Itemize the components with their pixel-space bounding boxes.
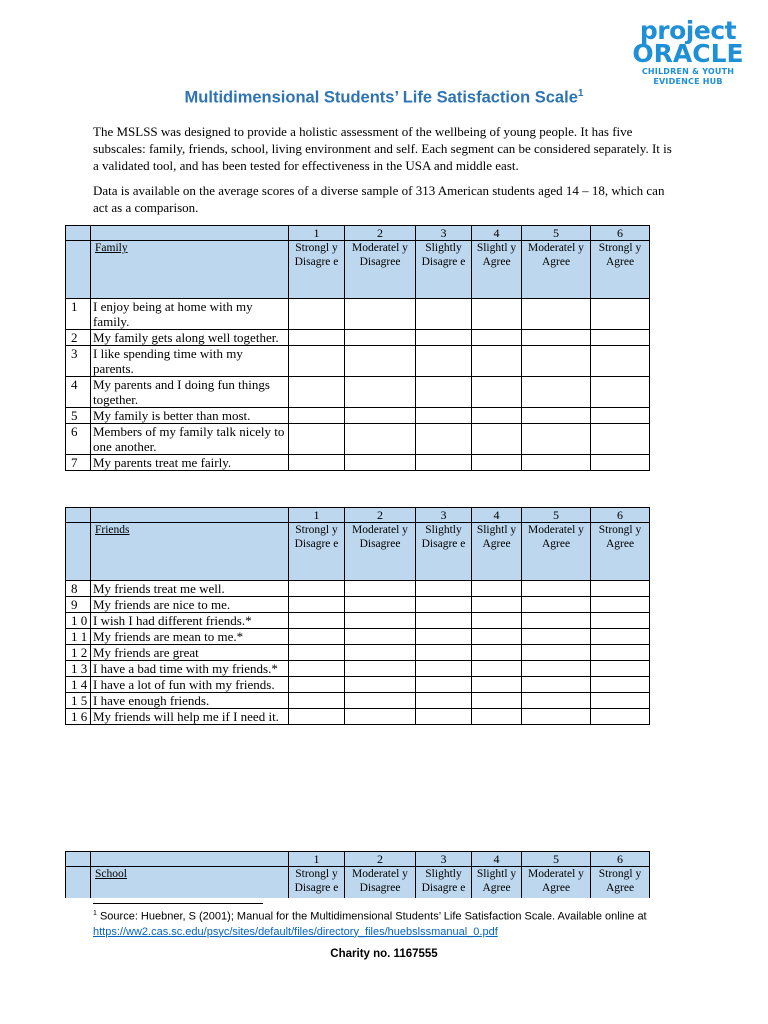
response-cell[interactable] bbox=[416, 645, 472, 661]
scale-option: Moderatel y Disagree bbox=[345, 523, 416, 581]
scale-number: 1 bbox=[289, 852, 345, 867]
response-cell[interactable] bbox=[416, 693, 472, 709]
response-cell[interactable] bbox=[522, 330, 591, 346]
response-cell[interactable] bbox=[345, 455, 416, 471]
response-cell[interactable] bbox=[522, 408, 591, 424]
scale-number: 4 bbox=[472, 508, 522, 523]
scale-number: 6 bbox=[591, 852, 650, 867]
response-cell[interactable] bbox=[289, 613, 345, 629]
table-row bbox=[66, 408, 650, 424]
item-number: 1 4 bbox=[66, 677, 91, 693]
scale-number-row bbox=[66, 852, 650, 867]
item-statement: My parents treat me fairly. bbox=[91, 455, 289, 471]
scale-number: 4 bbox=[472, 852, 522, 867]
scale-option: Moderatel y Disagree bbox=[345, 241, 416, 299]
friends-items bbox=[66, 581, 650, 725]
response-cell[interactable] bbox=[345, 645, 416, 661]
item-number: 1 bbox=[66, 299, 91, 330]
logo-line-children-youth: CHILDREN & YOUTH bbox=[641, 67, 735, 76]
family-items bbox=[66, 299, 650, 471]
response-cell[interactable] bbox=[416, 677, 472, 693]
item-statement: I have a bad time with my friends.* bbox=[91, 661, 289, 677]
scale-option: Strongl y Disagre e bbox=[289, 867, 345, 899]
footnote-link[interactable]: https://ww2.cas.sc.edu/psyc/sites/default/files/directory_files/huebslssmanual_0.pdf bbox=[93, 925, 498, 938]
item-statement: My friends treat me well. bbox=[91, 581, 289, 597]
item-number: 1 0 bbox=[66, 613, 91, 629]
response-cell[interactable] bbox=[345, 299, 416, 330]
response-cell[interactable] bbox=[472, 299, 522, 330]
response-cell[interactable] bbox=[289, 677, 345, 693]
table-row bbox=[66, 709, 650, 725]
response-cell[interactable] bbox=[416, 661, 472, 677]
response-cell[interactable] bbox=[522, 677, 591, 693]
response-cell[interactable] bbox=[289, 346, 345, 377]
response-cell[interactable] bbox=[472, 408, 522, 424]
friends-table bbox=[65, 507, 650, 725]
response-cell[interactable] bbox=[289, 424, 345, 455]
scale-option: Moderatel y Agree bbox=[522, 867, 591, 899]
table-row bbox=[66, 377, 650, 408]
family-table bbox=[65, 225, 650, 471]
table-row bbox=[66, 629, 650, 645]
response-cell[interactable] bbox=[522, 346, 591, 377]
item-number: 4 bbox=[66, 377, 91, 408]
intro-paragraph: The MSLSS was designed to provide a holistic assessment of the wellbeing of young people. It has five subscales: family, friends, school, living environment and self. Each segment can be considered separately. It is a validated tool, and has been tested for effectiveness in the USA and middle east. bbox=[93, 124, 672, 173]
scale-number: 1 bbox=[289, 226, 345, 241]
response-cell[interactable] bbox=[345, 377, 416, 408]
scale-option: Strongl y Agree bbox=[591, 523, 650, 581]
response-cell[interactable] bbox=[472, 693, 522, 709]
response-cell[interactable] bbox=[416, 709, 472, 725]
table-row bbox=[66, 613, 650, 629]
response-cell[interactable] bbox=[345, 709, 416, 725]
table-row bbox=[66, 597, 650, 613]
response-cell[interactable] bbox=[591, 629, 650, 645]
response-cell[interactable] bbox=[345, 346, 416, 377]
item-statement: My family gets along well together. bbox=[91, 330, 289, 346]
scale-number: 2 bbox=[345, 852, 416, 867]
item-statement: I wish I had different friends.* bbox=[91, 613, 289, 629]
response-cell[interactable] bbox=[591, 346, 650, 377]
footnote-text: Source: Huebner, S (2001); Manual for the Multidimensional Students’ Life Satisfaction Scale. Available online at bbox=[96, 910, 647, 923]
response-cell[interactable] bbox=[472, 677, 522, 693]
response-cell[interactable] bbox=[591, 455, 650, 471]
title-footnote-marker: 1 bbox=[577, 88, 584, 99]
response-cell[interactable] bbox=[522, 661, 591, 677]
section-label-school: School bbox=[91, 867, 289, 899]
response-cell[interactable] bbox=[472, 629, 522, 645]
response-cell[interactable] bbox=[416, 629, 472, 645]
data-note-paragraph: Data is available on the average scores of a diverse sample of 313 American students aged 14 – 18, which can act as a comparison. bbox=[93, 183, 665, 215]
response-cell[interactable] bbox=[416, 377, 472, 408]
scale-number: 5 bbox=[522, 508, 591, 523]
scale-option: Slightl y Agree bbox=[472, 523, 522, 581]
item-statement: My friends are nice to me. bbox=[91, 597, 289, 613]
item-number: 1 1 bbox=[66, 629, 91, 645]
response-cell[interactable] bbox=[591, 693, 650, 709]
scale-option: Slightl y Agree bbox=[472, 867, 522, 899]
response-cell[interactable] bbox=[591, 330, 650, 346]
scale-number: 4 bbox=[472, 226, 522, 241]
item-statement: My friends are great bbox=[91, 645, 289, 661]
response-cell[interactable] bbox=[416, 424, 472, 455]
item-number: 3 bbox=[66, 346, 91, 377]
scale-number: 6 bbox=[591, 508, 650, 523]
page-title-text: Multidimensional Students’ Life Satisfaction Scale bbox=[184, 88, 578, 107]
response-cell[interactable] bbox=[289, 377, 345, 408]
response-cell[interactable] bbox=[289, 629, 345, 645]
response-cell[interactable] bbox=[289, 299, 345, 330]
footnote-marker: 1 bbox=[93, 910, 97, 917]
response-cell[interactable] bbox=[591, 377, 650, 408]
response-cell[interactable] bbox=[472, 645, 522, 661]
response-cell[interactable] bbox=[345, 597, 416, 613]
item-statement: My friends are mean to me.* bbox=[91, 629, 289, 645]
response-cell[interactable] bbox=[522, 455, 591, 471]
response-cell[interactable] bbox=[591, 709, 650, 725]
scale-option: Slightly Disagre e bbox=[416, 241, 472, 299]
response-cell[interactable] bbox=[472, 661, 522, 677]
school-table bbox=[65, 851, 650, 898]
item-statement: I enjoy being at home with my family. bbox=[91, 299, 289, 330]
response-cell[interactable] bbox=[472, 455, 522, 471]
logo-line-project: project bbox=[639, 16, 737, 45]
response-cell[interactable] bbox=[591, 661, 650, 677]
response-cell[interactable] bbox=[345, 661, 416, 677]
scale-option: Strongl y Disagre e bbox=[289, 241, 345, 299]
response-cell[interactable] bbox=[522, 613, 591, 629]
table-row bbox=[66, 299, 650, 330]
scale-option: Slightly Disagre e bbox=[416, 523, 472, 581]
response-cell[interactable] bbox=[345, 677, 416, 693]
response-cell[interactable] bbox=[345, 581, 416, 597]
item-number: 1 6 bbox=[66, 709, 91, 725]
table-row bbox=[66, 455, 650, 471]
scale-number: 1 bbox=[289, 508, 345, 523]
response-cell[interactable] bbox=[289, 408, 345, 424]
scale-number: 5 bbox=[522, 226, 591, 241]
response-cell[interactable] bbox=[522, 597, 591, 613]
response-cell[interactable] bbox=[591, 424, 650, 455]
response-cell[interactable] bbox=[472, 581, 522, 597]
response-cell[interactable] bbox=[416, 346, 472, 377]
response-cell[interactable] bbox=[416, 330, 472, 346]
table-row bbox=[66, 346, 650, 377]
response-cell[interactable] bbox=[472, 424, 522, 455]
scale-number-row bbox=[66, 226, 650, 241]
response-cell[interactable] bbox=[416, 597, 472, 613]
response-cell[interactable] bbox=[289, 661, 345, 677]
scale-option: Moderatel y Agree bbox=[522, 523, 591, 581]
scale-option: Strongl y Agree bbox=[591, 867, 650, 899]
response-cell[interactable] bbox=[522, 709, 591, 725]
response-cell[interactable] bbox=[416, 581, 472, 597]
item-statement: I like spending time with my parents. bbox=[91, 346, 289, 377]
response-cell[interactable] bbox=[289, 645, 345, 661]
scale-number-row bbox=[66, 508, 650, 523]
footnote bbox=[93, 906, 713, 940]
response-cell[interactable] bbox=[345, 693, 416, 709]
table-row bbox=[66, 424, 650, 455]
response-cell[interactable] bbox=[591, 597, 650, 613]
section-label-friends: Friends bbox=[91, 523, 289, 581]
scale-number: 5 bbox=[522, 852, 591, 867]
response-cell[interactable] bbox=[345, 330, 416, 346]
response-cell[interactable] bbox=[345, 629, 416, 645]
item-statement: I have a lot of fun with my friends. bbox=[91, 677, 289, 693]
item-number: 1 2 bbox=[66, 645, 91, 661]
response-cell[interactable] bbox=[472, 346, 522, 377]
response-cell[interactable] bbox=[522, 377, 591, 408]
table-row bbox=[66, 661, 650, 677]
response-cell[interactable] bbox=[289, 581, 345, 597]
scale-option: Moderatel y Agree bbox=[522, 241, 591, 299]
item-number: 1 3 bbox=[66, 661, 91, 677]
response-cell[interactable] bbox=[289, 597, 345, 613]
footnote-separator bbox=[93, 903, 263, 904]
school-table-clip bbox=[65, 851, 650, 898]
item-number: 8 bbox=[66, 581, 91, 597]
scale-number: 3 bbox=[416, 852, 472, 867]
scale-number: 3 bbox=[416, 508, 472, 523]
response-cell[interactable] bbox=[522, 581, 591, 597]
response-cell[interactable] bbox=[591, 299, 650, 330]
item-statement: My friends will help me if I need it. bbox=[91, 709, 289, 725]
response-cell[interactable] bbox=[472, 330, 522, 346]
logo-line-oracle: ORACLE bbox=[632, 39, 744, 68]
logo-line-evidence-hub: EVIDENCE HUB bbox=[653, 77, 723, 86]
scale-number: 2 bbox=[345, 226, 416, 241]
response-cell[interactable] bbox=[472, 377, 522, 408]
response-cell[interactable] bbox=[522, 424, 591, 455]
item-number: 5 bbox=[66, 408, 91, 424]
response-cell[interactable] bbox=[416, 613, 472, 629]
response-cell[interactable] bbox=[591, 645, 650, 661]
scale-option: Strongl y Agree bbox=[591, 241, 650, 299]
page-title bbox=[0, 88, 768, 108]
item-statement: My parents and I doing fun things together. bbox=[91, 377, 289, 408]
table-row bbox=[66, 677, 650, 693]
item-statement: Members of my family talk nicely to one another. bbox=[91, 424, 289, 455]
section-label-family: Family bbox=[91, 241, 289, 299]
scale-option: Strongl y Disagre e bbox=[289, 523, 345, 581]
item-number: 6 bbox=[66, 424, 91, 455]
response-cell[interactable] bbox=[416, 299, 472, 330]
scale-option: Slightl y Agree bbox=[472, 241, 522, 299]
response-cell[interactable] bbox=[522, 693, 591, 709]
item-number: 2 bbox=[66, 330, 91, 346]
scale-option: Slightly Disagre e bbox=[416, 867, 472, 899]
item-statement: My family is better than most. bbox=[91, 408, 289, 424]
response-cell[interactable] bbox=[591, 613, 650, 629]
response-cell[interactable] bbox=[289, 693, 345, 709]
response-cell[interactable] bbox=[416, 455, 472, 471]
response-cell[interactable] bbox=[472, 613, 522, 629]
response-cell[interactable] bbox=[289, 330, 345, 346]
item-number: 1 5 bbox=[66, 693, 91, 709]
response-cell[interactable] bbox=[522, 629, 591, 645]
response-cell[interactable] bbox=[472, 597, 522, 613]
table-row bbox=[66, 693, 650, 709]
project-oracle-logo bbox=[632, 18, 744, 86]
response-cell[interactable] bbox=[416, 408, 472, 424]
response-cell[interactable] bbox=[289, 455, 345, 471]
response-cell[interactable] bbox=[289, 709, 345, 725]
scale-header-row bbox=[66, 523, 650, 581]
scale-number: 2 bbox=[345, 508, 416, 523]
response-cell[interactable] bbox=[591, 581, 650, 597]
response-cell[interactable] bbox=[472, 709, 522, 725]
scale-header-row bbox=[66, 867, 650, 899]
table-row bbox=[66, 330, 650, 346]
scale-number: 6 bbox=[591, 226, 650, 241]
response-cell[interactable] bbox=[345, 613, 416, 629]
item-number: 7 bbox=[66, 455, 91, 471]
item-statement: I have enough friends. bbox=[91, 693, 289, 709]
item-number: 9 bbox=[66, 597, 91, 613]
scale-header-row bbox=[66, 241, 650, 299]
table-row bbox=[66, 645, 650, 661]
scale-option: Moderatel y Disagree bbox=[345, 867, 416, 899]
table-row bbox=[66, 581, 650, 597]
response-cell[interactable] bbox=[591, 677, 650, 693]
scale-number: 3 bbox=[416, 226, 472, 241]
response-cell[interactable] bbox=[591, 408, 650, 424]
charity-number: Charity no. 1167555 bbox=[330, 948, 438, 960]
response-cell[interactable] bbox=[522, 645, 591, 661]
response-cell[interactable] bbox=[522, 299, 591, 330]
response-cell[interactable] bbox=[345, 408, 416, 424]
response-cell[interactable] bbox=[345, 424, 416, 455]
